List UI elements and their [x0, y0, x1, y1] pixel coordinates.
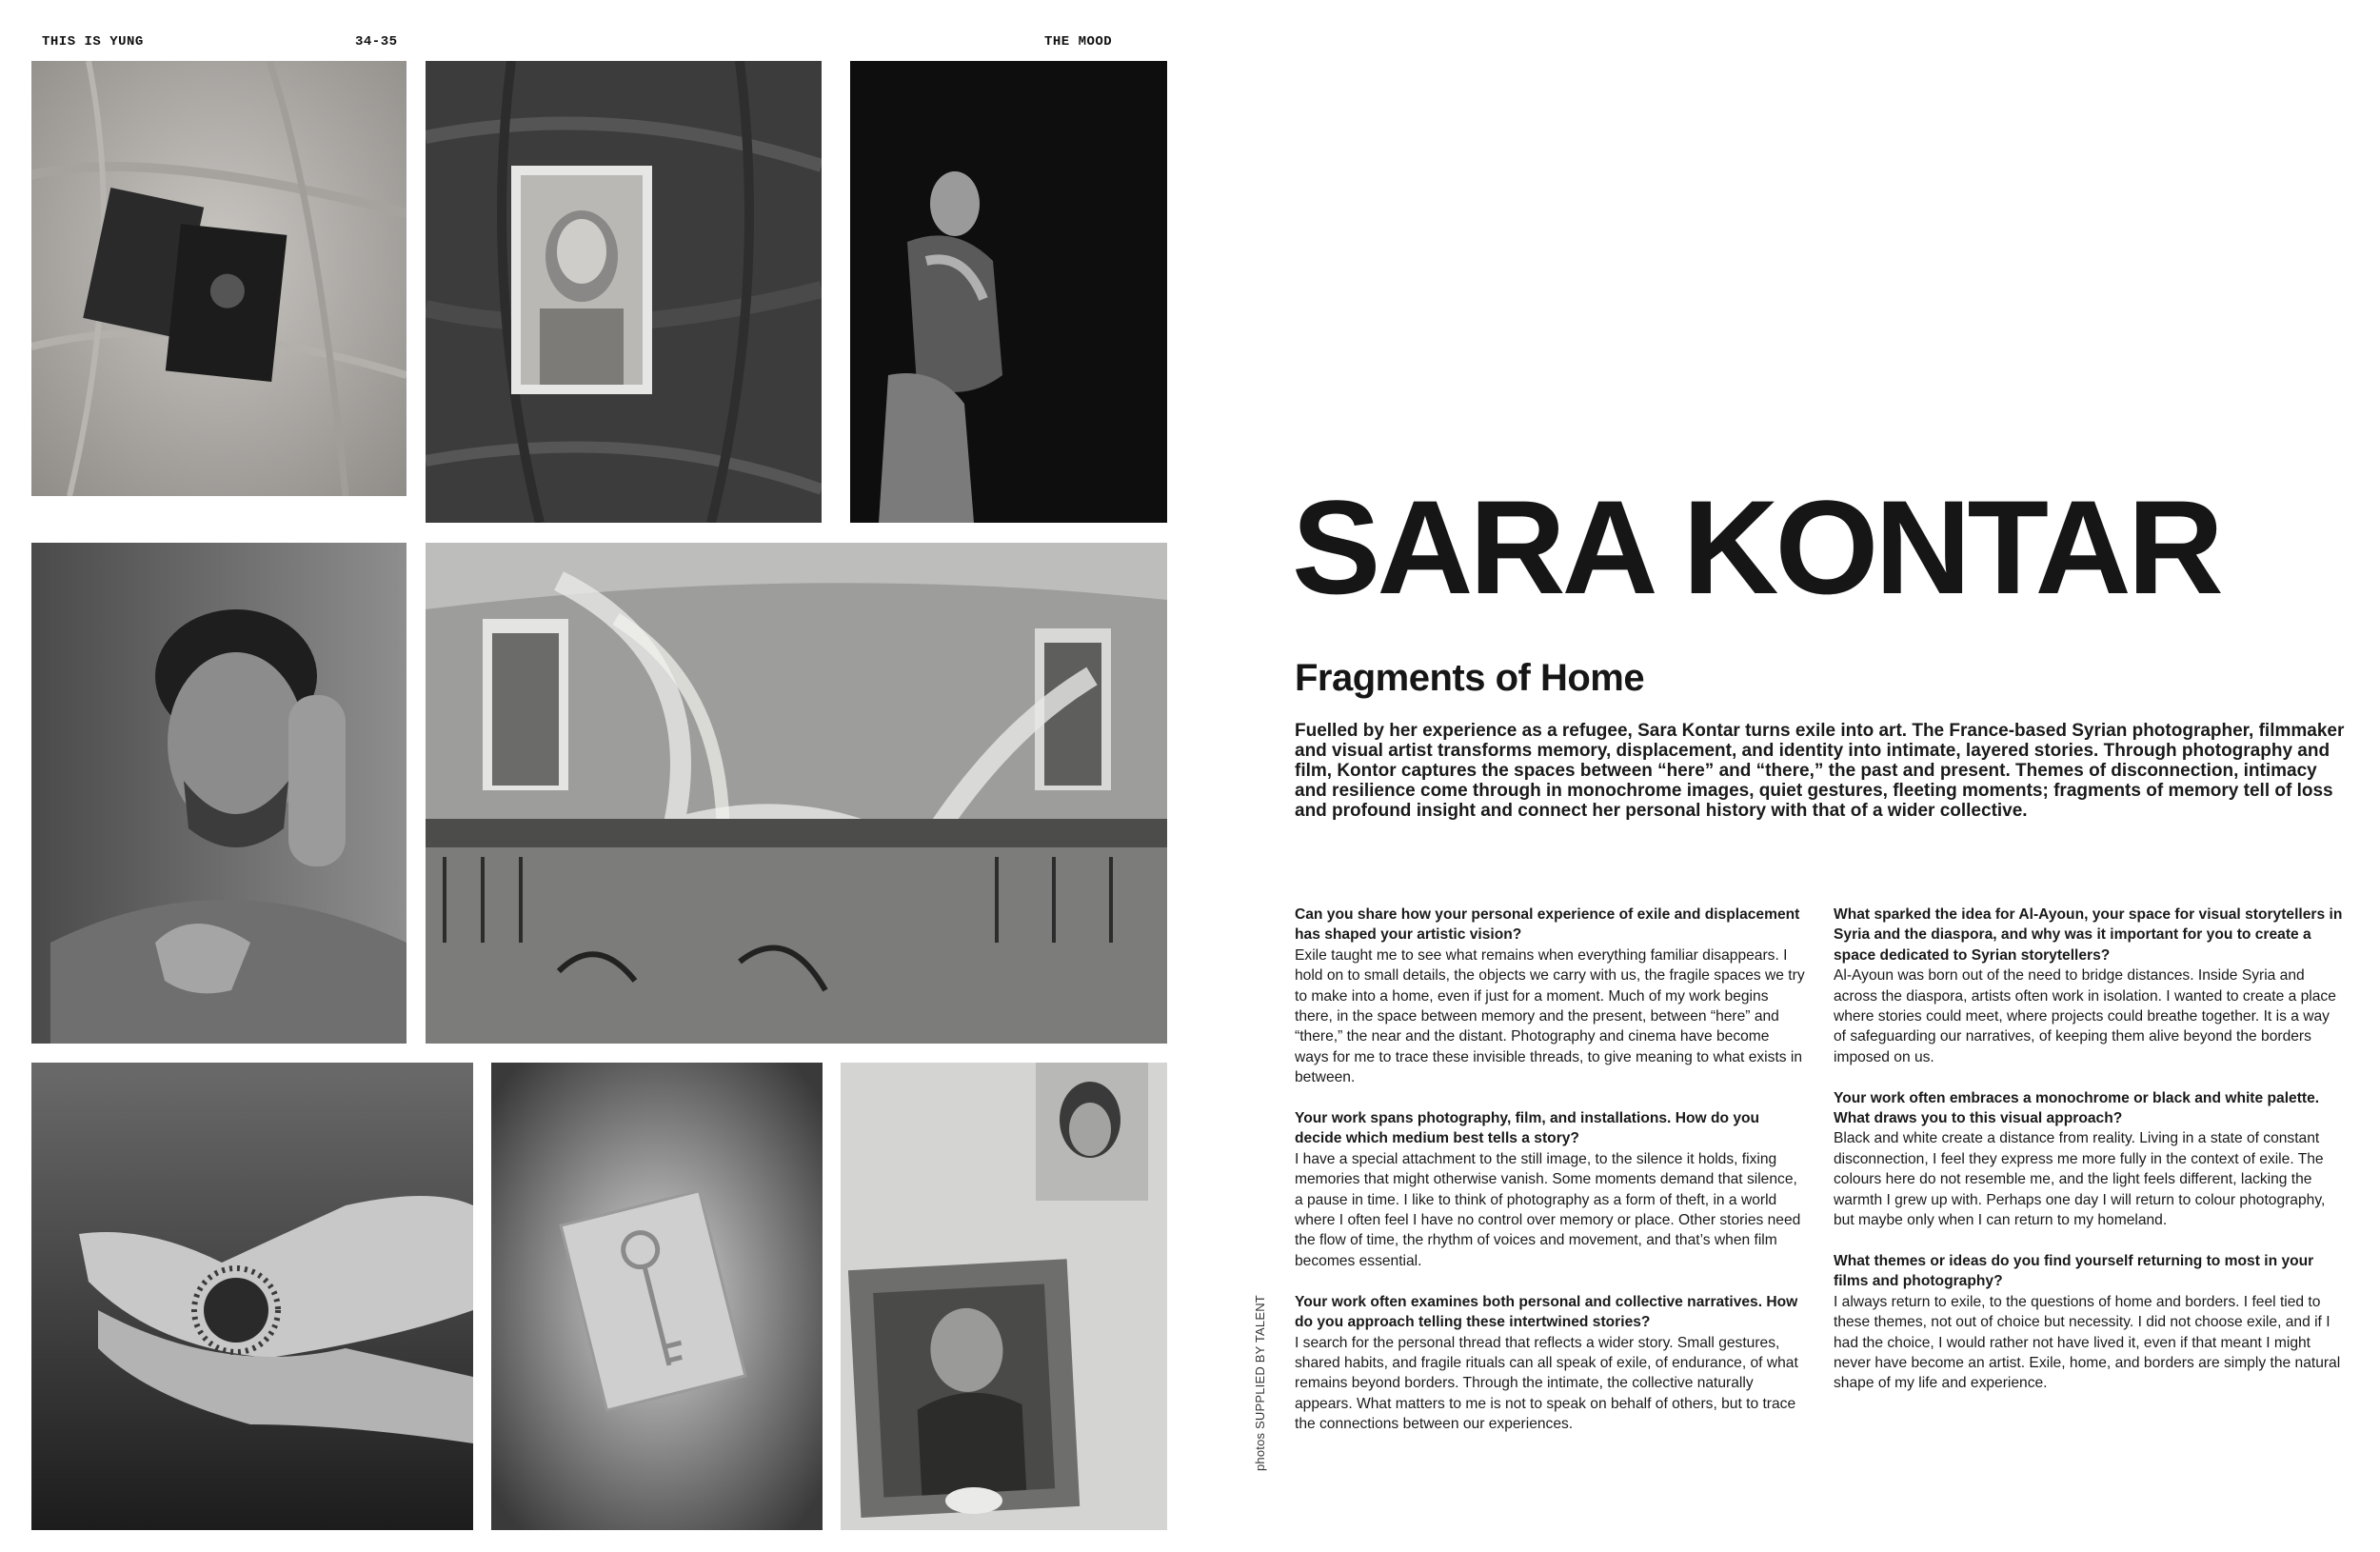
qa-block — [1834, 905, 2345, 1067]
question: Your work often embraces a monochrome or black and white palette. What draws you to this visual approach? — [1834, 1089, 2320, 1127]
photo-mirror — [841, 1063, 1167, 1530]
article-title: SARA KONTAR — [1292, 472, 2220, 622]
question: Your work spans photography, film, and installations. How do you decide which medium best tells a story? — [1295, 1110, 1760, 1147]
qa-block — [1295, 905, 1806, 1088]
photo-hands — [31, 1063, 473, 1530]
article-column-right — [1834, 905, 2345, 1414]
photo-passports — [31, 61, 407, 496]
question: What themes or ideas do you find yourself returning to most in your films and photography? — [1834, 1252, 2314, 1290]
photo-embrace — [850, 61, 1167, 523]
article-subtitle: Fragments of Home — [1295, 657, 1645, 699]
question: Can you share how your personal experience of exile and displacement has shaped your artistic vision? — [1295, 906, 1800, 944]
running-head-pages: 34-35 — [355, 34, 398, 50]
photo-credit: photos SUPPLIED BY TALENT — [1253, 1295, 1267, 1471]
passport-photo-icon — [31, 61, 407, 496]
qa-block — [1295, 1292, 1806, 1435]
answer: Black and white create a distance from reality. Living in a state of constant disconnection, I feel they express me more fully in the context of exile. The colours here do not resemble me, and the light feels different, lacking the warmth I grew up with. Perhaps one day I will return to colour photography, but maybe only when I can return to my homeland. — [1834, 1130, 2326, 1229]
portrait-photo-icon — [426, 61, 822, 523]
answer: Exile taught me to see what remains when everything familiar disappears. I hold on to small details, the objects we carry with us, the fragile spaces we try to make into a home, even if just for a moment. Much of my work begins there, in the space between memory and the present, between “here” and “there,” the near and the distant. Photography and cinema have become ways for me to trace these invisible threads, to give meaning to what exists in between. — [1295, 946, 1805, 1086]
hands-photo-icon — [31, 1063, 473, 1530]
answer: I have a special attachment to the still image, to the silence it holds, fixing memories that might otherwise vanish. Some moments demand that silence, a pause in time. I like to think of photography as a form of theft, in a world where I often feel I have no control over memory or place. Other stories need the flow of time, the rhythm of voices and movement, and that’s when film becomes essential. — [1295, 1150, 1801, 1269]
building-photo-icon — [426, 543, 1167, 1044]
mirror-photo-icon — [841, 1063, 1167, 1530]
qa-block — [1295, 1108, 1806, 1271]
question: Your work often examines both personal and collective narratives. How do you approach telling these intertwined stories? — [1295, 1293, 1798, 1331]
photo-portrait-print — [426, 61, 822, 523]
photo-young-man — [31, 543, 407, 1044]
key-photo-icon — [491, 1063, 823, 1530]
answer: Al-Ayoun was born out of the need to bridge distances. Inside Syria and across the diaspora, artists often work in isolation. I wanted to create a place where stories could meet, where projects could breathe together. It is a way of safeguarding our narratives, of keeping them alive beyond the borders imposed on us. — [1834, 967, 2336, 1065]
running-head-category: THE MOOD — [1044, 34, 1113, 50]
photo-key-plaque — [491, 1063, 823, 1530]
portrait-photo-icon — [31, 543, 407, 1044]
photo-building — [426, 543, 1167, 1044]
answer: I always return to exile, to the questions of home and borders. I feel tied to these themes, not out of choice but necessity. I did not choose exile, and if I had the choice, I would rather not have lived it, even if that meant I might never have become an artist. Exile, home, and borders are simply the natural shape of my life and experience. — [1834, 1293, 2341, 1392]
article-column-left — [1295, 905, 1806, 1455]
embrace-photo-icon — [850, 61, 1167, 523]
answer: I search for the personal thread that reflects a wider story. Small gestures, shared habits, and fragile rituals can all speak of exile, of endurance, of what remains beyond borders. Through the intimate, the collective naturally appears. What matters to me is not to speak on behalf of others, but to trace the connections between our experiences. — [1295, 1334, 1798, 1433]
question: What sparked the idea for Al-Ayoun, your space for visual storytellers in Syria and the diaspora, and why was it important for you to create a space dedicated to Syrian storytellers? — [1834, 906, 2343, 964]
article-intro: Fuelled by her experience as a refugee, Sara Kontar turns exile into art. The France-based Syrian photographer, filmmaker and visual artist transforms memory, displacement, and identity into intimate, layered stories. Through photography and film, Kontor captures the spaces between “here” and “there,” the past and present. Themes of disconnection, intimacy and resilience come through in monochrome images, quiet gestures, fleeting moments; fragments of memory tell of loss and profound insight and connect her personal history with that of a wider collective. — [1295, 721, 2345, 821]
qa-block — [1834, 1088, 2345, 1231]
running-head-section: THIS IS YUNG — [42, 34, 144, 50]
qa-block — [1834, 1251, 2345, 1394]
